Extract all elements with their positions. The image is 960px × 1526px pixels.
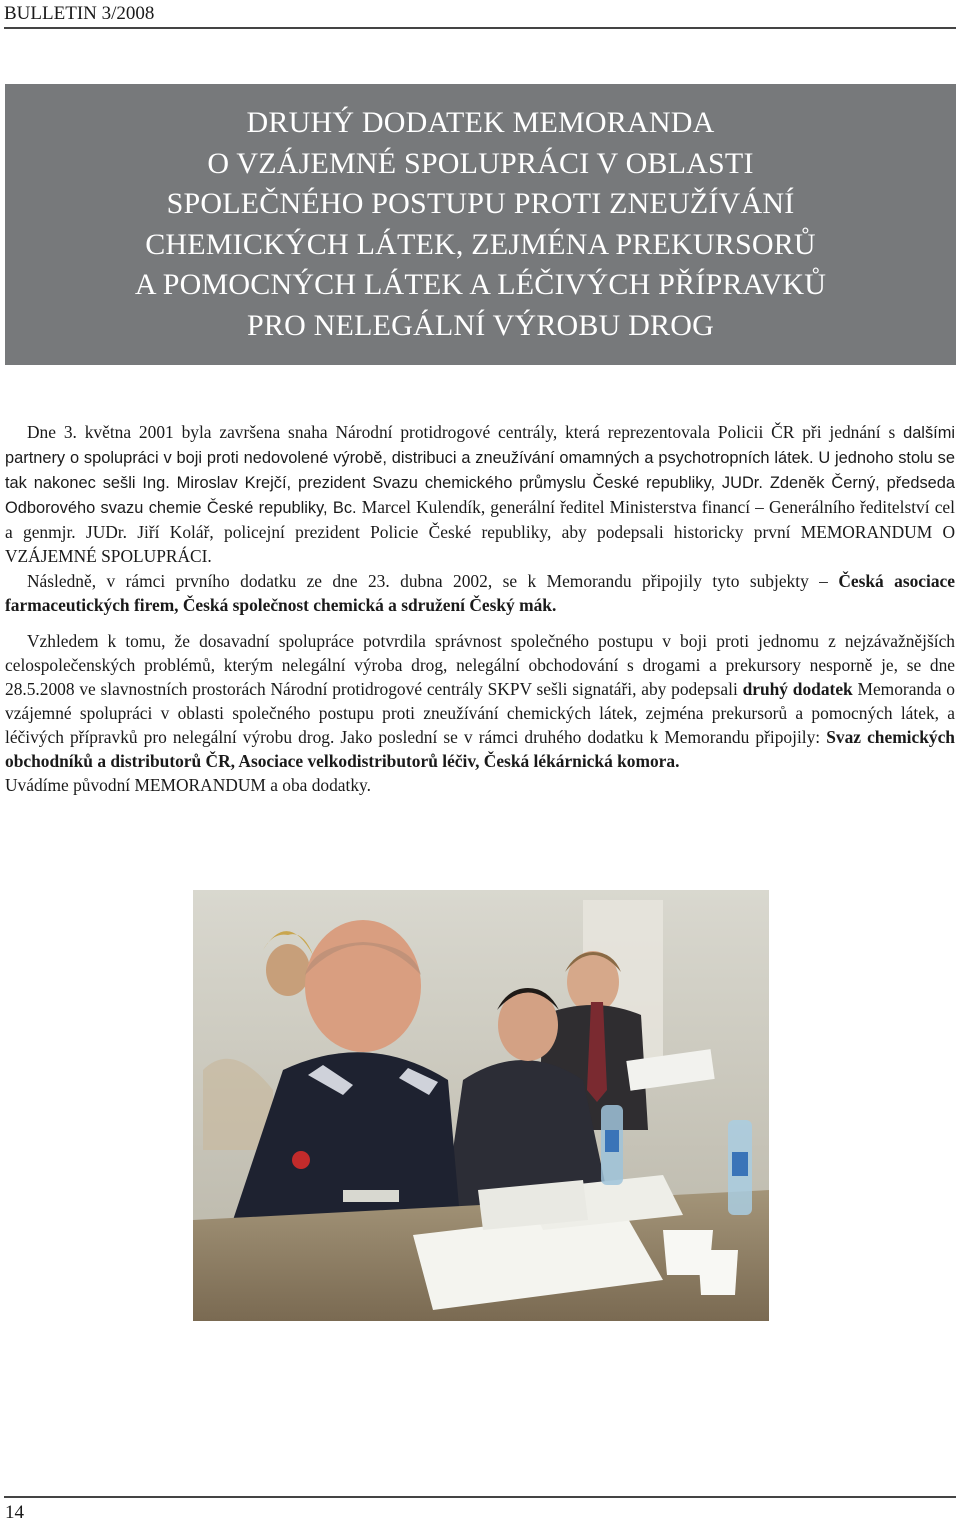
bold-text-run: druhý dodatek bbox=[742, 678, 853, 699]
text-run: Dne 3. května 2001 byla završena snaha Národní protidrogové centrály, která reprezentovala Policii ČR při jednání s bbox=[27, 422, 904, 442]
title-line: CHEMICKÝCH LÁTEK, ZEJMÉNA PREKURSORŮ bbox=[145, 227, 816, 261]
header-rule bbox=[4, 27, 956, 29]
bold-text-run: Svaz chemických obchodníků a distributorů ČR, Asociace velkodistributorů léčiv, Česká lékárnická komora. bbox=[5, 727, 955, 772]
title-line: PRO NELEGÁLNÍ VÝROBU DROG bbox=[247, 308, 714, 342]
title-line: DRUHÝ DODATEK MEMORANDA bbox=[246, 106, 715, 139]
publication-header: BULLETIN 3/2008 bbox=[4, 3, 155, 24]
signing-ceremony-photo bbox=[193, 890, 769, 1321]
photo-illustration bbox=[193, 890, 769, 1321]
title-line: A POMOCNÝCH LÁTEK A LÉČIVÝCH PŘÍPRAVKŮ bbox=[134, 268, 827, 301]
text-run: Vzhledem k tomu, že dosavadní spolupráce potvrdila správnost společného postupu v boji proti jednomu z nejzávažnějších celospolečenských problémů, kterým nelegální výroba drog, nelegální obchodování s drogami a prekursory nesporně je, se dne 28.5.2008 ve slavnostních prostorách Národní protidrogové centrály SKPV sešli signatáři, aby podepsali bbox=[5, 630, 955, 699]
bold-text-run: Česká asociace farmaceutických firem, Česká společnost chemická a sdružení Český mák bbox=[5, 570, 955, 615]
text-run: Marcel Kulendík, generální ředitel Ministerstva financí – Generálního ředitelství cel a genmjr. JUDr. Jiří Kolář, policejní prezident Policie České republiky, aby podepsali historicky první MEMORANDUM O VZÁJEMNÉ SPOLUPRÁCI. bbox=[5, 497, 955, 567]
paragraph-closing: Uvádíme původní MEMORANDUM a oba dodatky. bbox=[5, 775, 371, 796]
title-line: SPOLEČNÉHO POSTUPU PROTI ZNEUŽÍVÁNÍ bbox=[166, 187, 795, 220]
text-run: . bbox=[551, 594, 557, 615]
text-run: Následně, v rámci prvního dodatku ze dne 23. dubna 2002, se k Memorandu připojily tyto subjekty – bbox=[27, 570, 839, 591]
text-run: Memoranda o vzájemné spolupráci v oblasti společného postupu proti zneužívání chemických látek, zejména prekursorů a pomocných látek, a léčivých přípravků pro nelegální výrobu drog. Jako poslední se v rámci druhého dodatku k Memorandu připojily: bbox=[5, 678, 955, 748]
article-body bbox=[5, 420, 955, 797]
paragraph-first-amendment bbox=[5, 569, 955, 617]
page-number: 14 bbox=[5, 1502, 24, 1523]
footer-rule bbox=[4, 1496, 956, 1498]
paragraph-second-amendment bbox=[5, 629, 955, 774]
text-run: dalšími partnery o spolupráci v boji proti nedovolené výrobě, distribuci a zneužívání omamných a psychotropních látek. U jednoho stolu se tak nakonec sešli Ing. Miroslav Krejčí, prezident Svazu chemického průmyslu České republiky, JUDr. Zdeněk Černý, předseda Odborového svazu chemie České republiky, Bc. bbox=[5, 424, 955, 518]
paragraph-intro bbox=[5, 420, 955, 569]
title-line: O VZÁJEMNÉ SPOLUPRÁCI V OBLASTI bbox=[207, 146, 754, 180]
article-title bbox=[135, 103, 826, 346]
title-banner bbox=[5, 84, 956, 365]
